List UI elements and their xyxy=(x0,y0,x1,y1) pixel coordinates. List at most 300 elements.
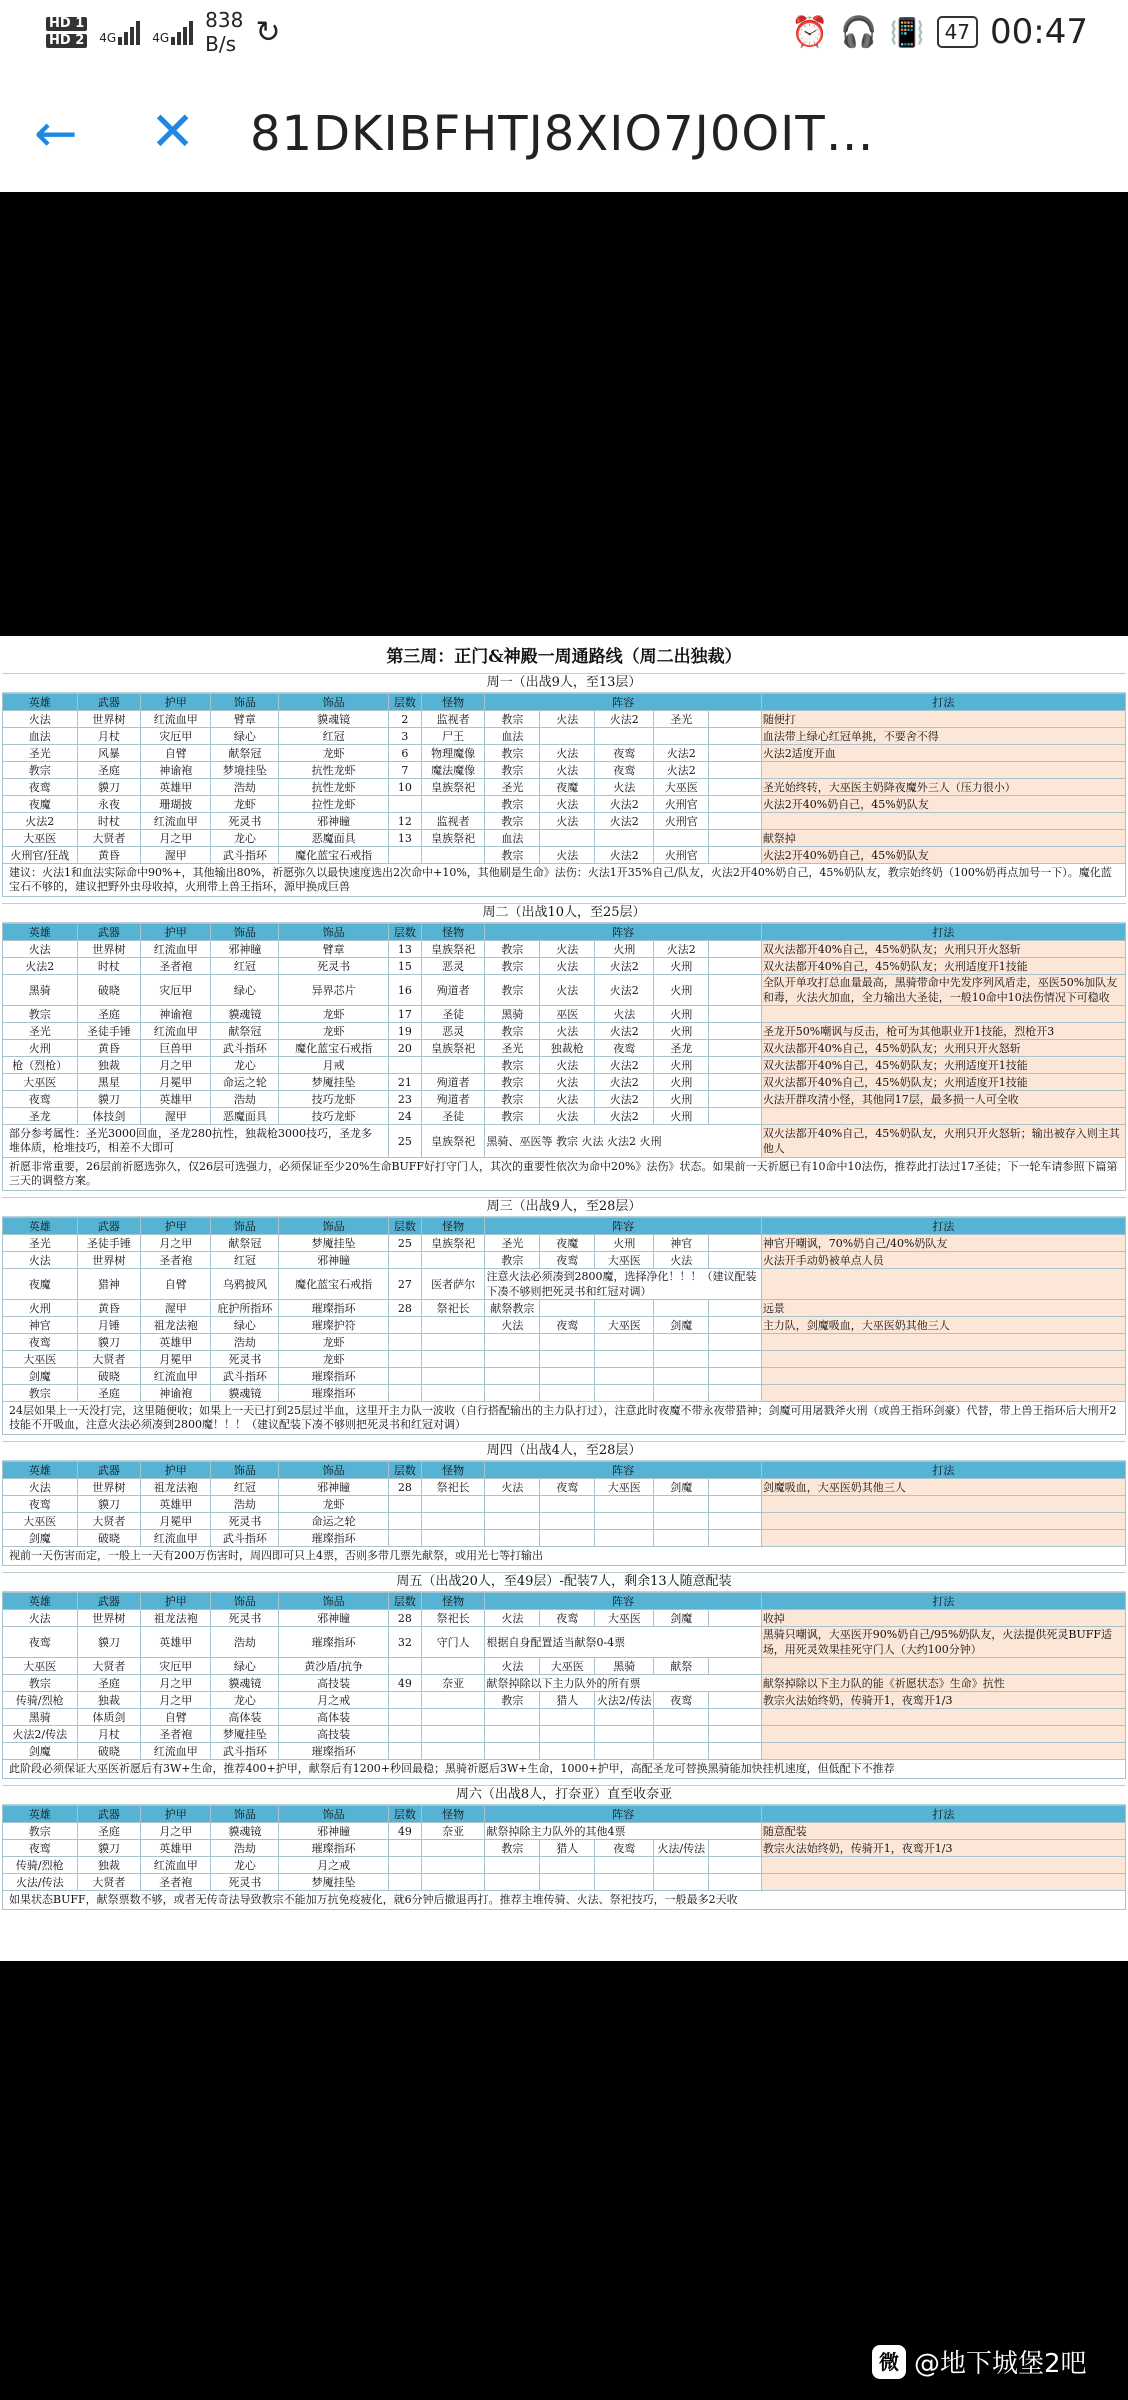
lineup-cell: 夜鸾 xyxy=(540,1317,595,1334)
note-row xyxy=(3,1402,1126,1435)
lineup-cell xyxy=(595,728,654,745)
lineup-cell: 火法 xyxy=(540,958,595,975)
hero-cell: 璀璨护符 xyxy=(279,1317,389,1334)
empty-cell xyxy=(709,1385,762,1402)
hero-cell: 教宗 xyxy=(3,1675,78,1692)
empty-cell xyxy=(388,1385,421,1402)
hero-cell: 黄沙盾/抗争 xyxy=(279,1658,389,1675)
hero-cell: 祖龙法袍 xyxy=(141,1317,211,1334)
tactic-cell xyxy=(761,1709,1125,1726)
signal-1 xyxy=(99,19,140,45)
hero-cell: 貘刀 xyxy=(77,779,141,796)
g1-label: 4G xyxy=(99,31,117,45)
lineup-cell: 火法2 xyxy=(595,1091,654,1108)
monster-cell: 恶灵 xyxy=(421,1023,485,1040)
table-row xyxy=(3,1385,1126,1402)
monster-cell: 皇族祭祀 xyxy=(421,830,485,847)
hero-cell: 圣庭 xyxy=(77,762,141,779)
hero-cell: 死灵书 xyxy=(211,1351,279,1368)
empty-cell xyxy=(485,1743,540,1760)
column-header: 怪物 xyxy=(421,694,485,711)
floor-cell: 2 xyxy=(388,711,421,728)
hero-cell: 剑魔 xyxy=(3,1743,78,1760)
floor-cell: 16 xyxy=(388,975,421,1006)
hero-cell: 大贤者 xyxy=(77,1658,141,1675)
hero-cell: 武斗指环 xyxy=(211,1040,279,1057)
column-header: 护甲 xyxy=(141,1593,211,1610)
hero-cell: 破晓 xyxy=(77,1743,141,1760)
plan-table xyxy=(2,923,1126,1191)
hero-cell: 大贤者 xyxy=(77,1351,141,1368)
empty-cell xyxy=(709,1874,762,1891)
tactic-cell xyxy=(761,1108,1125,1125)
monster-cell: 圣徒 xyxy=(421,1006,485,1023)
hero-cell: 英雄甲 xyxy=(141,1091,211,1108)
hero-cell: 月冕甲 xyxy=(141,1074,211,1091)
lineup-cell xyxy=(654,1300,709,1317)
hero-cell: 圣龙 xyxy=(3,1108,78,1125)
empty-cell xyxy=(421,1513,485,1530)
lineup-cell xyxy=(709,1610,762,1627)
table-row xyxy=(3,711,1126,728)
column-header: 打法 xyxy=(761,1218,1125,1235)
table-row xyxy=(3,941,1126,958)
empty-cell xyxy=(540,1709,595,1726)
signal-2 xyxy=(152,19,193,45)
hero-cell: 教宗 xyxy=(3,1385,78,1402)
lineup-cell: 火刑 xyxy=(654,1023,709,1040)
lineup-cell: 火刑官 xyxy=(654,813,709,830)
column-header: 怪物 xyxy=(421,1218,485,1235)
hero-cell: 火法 xyxy=(3,1479,78,1496)
empty-cell xyxy=(540,1857,595,1874)
hero-cell: 技巧龙虾 xyxy=(279,1108,389,1125)
back-arrow-icon[interactable]: ← xyxy=(34,104,78,164)
hero-cell: 神官 xyxy=(3,1317,78,1334)
lineup-cell xyxy=(709,1235,762,1252)
floor-cell: 7 xyxy=(388,762,421,779)
lineup-cell: 教宗 xyxy=(485,745,540,762)
empty-cell xyxy=(595,1874,654,1891)
empty-cell xyxy=(595,1530,654,1547)
lineup-cell xyxy=(709,1300,762,1317)
lineup-cell: 教宗 xyxy=(485,1057,540,1074)
hero-cell: 神谕袍 xyxy=(141,1006,211,1023)
column-header: 阵容 xyxy=(485,1806,761,1823)
monster-cell: 恶灵 xyxy=(421,958,485,975)
column-header: 阵容 xyxy=(485,924,761,941)
table-row xyxy=(3,830,1126,847)
lineup-cell: 火法2/传法 xyxy=(595,1692,654,1709)
lineup-cell: 教宗 xyxy=(485,1091,540,1108)
lineup-cell xyxy=(540,1300,595,1317)
hero-cell: 庇护所指环 xyxy=(211,1300,279,1317)
column-header: 层数 xyxy=(388,694,421,711)
table-row xyxy=(3,1317,1126,1334)
hero-cell: 破晓 xyxy=(77,975,141,1006)
hero-cell: 红流血甲 xyxy=(141,1857,211,1874)
tactic-cell: 血法带上绿心红冠单挑，不要舍不得 xyxy=(761,728,1125,745)
hero-cell: 独裁 xyxy=(77,1057,141,1074)
tactic-cell: 火法2开40%奶自己，45%奶队友 xyxy=(761,796,1125,813)
empty-cell xyxy=(485,1709,540,1726)
lineup-cell: 教宗 xyxy=(485,1840,540,1857)
empty-cell xyxy=(654,1709,709,1726)
lineup-cell xyxy=(709,958,762,975)
hero-cell: 梦境挂坠 xyxy=(211,762,279,779)
hero-cell: 浩劫 xyxy=(211,1091,279,1108)
hero-cell: 独裁 xyxy=(77,1857,141,1874)
day-note: 此阶段必须保证大巫医祈愿后有3W+生命，推荐400+护甲，献祭后有1200+秒回最稳；黑骑祈愿后3W+生命，1000+护甲，高配圣龙可替换黑骑能加快挂机速度，但低配下不推荐 xyxy=(3,1760,1126,1779)
table-row xyxy=(3,1040,1126,1057)
lineup-cell: 神官 xyxy=(654,1235,709,1252)
hd1-badge: HD 1 xyxy=(46,17,87,31)
hero-cell: 夜鸾 xyxy=(3,1496,78,1513)
hero-cell: 貘魂镜 xyxy=(211,1675,279,1692)
lineup-cell: 火刑 xyxy=(654,975,709,1006)
lineup-cell: 火法 xyxy=(540,1108,595,1125)
lineup-cell: 圣龙 xyxy=(654,1040,709,1057)
lineup-cell: 大巫医 xyxy=(595,1479,654,1496)
lineup-cell: 献祭掉除以下主力队外的所有票 xyxy=(485,1675,761,1692)
column-header: 阵容 xyxy=(485,1218,761,1235)
hero-cell: 自臂 xyxy=(141,1269,211,1300)
lineup-cell: 猎人 xyxy=(540,1692,595,1709)
lineup-cell: 火法 xyxy=(540,1074,595,1091)
table-row xyxy=(3,1709,1126,1726)
hero-cell: 死灵书 xyxy=(279,958,389,975)
lineup-cell xyxy=(595,1300,654,1317)
lineup-cell: 火法 xyxy=(540,813,595,830)
lineup-cell: 火法2 xyxy=(654,745,709,762)
floor-cell: 28 xyxy=(388,1300,421,1317)
hero-cell: 龙虾 xyxy=(279,1006,389,1023)
table-row xyxy=(3,779,1126,796)
hero-cell: 月之戒 xyxy=(279,1857,389,1874)
day-sections xyxy=(2,673,1126,1910)
column-header: 饰品 xyxy=(279,1593,389,1610)
hero-cell: 梦魇挂坠 xyxy=(279,1874,389,1891)
empty-cell xyxy=(709,1334,762,1351)
hero-cell: 抗性龙虾 xyxy=(279,779,389,796)
empty-cell xyxy=(421,1857,485,1874)
column-header: 饰品 xyxy=(211,1462,279,1479)
tactic-cell: 教宗火法始终奶，传骑开1，夜鸾开1/3 xyxy=(761,1840,1125,1857)
network-speed-value: 838 xyxy=(205,8,244,32)
hero-cell: 破晓 xyxy=(77,1530,141,1547)
floor-cell: 3 xyxy=(388,728,421,745)
hero-cell: 璀璨指环 xyxy=(279,1840,389,1857)
network-speed-unit: B/s xyxy=(205,32,237,56)
hero-cell: 龙虾 xyxy=(211,796,279,813)
empty-cell xyxy=(540,1530,595,1547)
floor-cell: 15 xyxy=(388,958,421,975)
hero-cell: 月之甲 xyxy=(141,1675,211,1692)
g2-label: 4G xyxy=(152,31,170,45)
table-row xyxy=(3,1823,1126,1840)
attribute-note: 部分参考属性：圣光3000回血，圣龙280抗性，独裁枪3000技巧，圣龙多堆体质，枪堆技巧，相差不大即可 xyxy=(3,1125,389,1158)
hero-cell: 魔化蓝宝石戒指 xyxy=(279,1040,389,1057)
hero-cell: 英雄甲 xyxy=(141,1496,211,1513)
hero-cell: 恶魔面具 xyxy=(211,1108,279,1125)
day-title: 周四（出战4人，至28层） xyxy=(2,1441,1126,1461)
empty-cell xyxy=(709,1743,762,1760)
table-row xyxy=(3,1840,1126,1857)
tactic-cell xyxy=(761,1530,1125,1547)
floor-cell: 25 xyxy=(388,1125,421,1158)
lineup-cell: 教宗 xyxy=(485,762,540,779)
lineup-cell: 剑魔 xyxy=(654,1610,709,1627)
tactic-cell: 全队开单攻打总血量最高，黑骑带命中先发序列风盾走，巫医50%加队友和毒，火法火加血，全力输出大圣徒，一般10命中10法伤情况下可稳收 xyxy=(761,975,1125,1006)
table-row xyxy=(3,1857,1126,1874)
empty-cell xyxy=(709,1857,762,1874)
column-header: 阵容 xyxy=(485,1462,761,1479)
empty-cell xyxy=(421,1334,485,1351)
hero-cell: 红冠 xyxy=(211,1252,279,1269)
lineup-cell: 教宗 xyxy=(485,1108,540,1125)
hero-cell: 月戒 xyxy=(279,1057,389,1074)
tactic-cell: 随意配装 xyxy=(761,1823,1125,1840)
table-row xyxy=(3,1692,1126,1709)
empty-cell xyxy=(421,1874,485,1891)
empty-cell xyxy=(540,1726,595,1743)
column-header: 饰品 xyxy=(211,1806,279,1823)
hero-cell: 夜鸾 xyxy=(3,1627,78,1658)
hero-cell: 火法2/传法 xyxy=(3,1726,78,1743)
lineup-cell: 夜鸾 xyxy=(654,1692,709,1709)
lineup-cell xyxy=(709,796,762,813)
lineup-cell: 圣光 xyxy=(485,1235,540,1252)
column-header: 怪物 xyxy=(421,1806,485,1823)
empty-cell xyxy=(421,1530,485,1547)
column-header: 阵容 xyxy=(485,1593,761,1610)
column-header: 饰品 xyxy=(211,1218,279,1235)
empty-cell xyxy=(709,1368,762,1385)
hero-cell: 月锤 xyxy=(77,1317,141,1334)
tactic-cell: 火法开手动奶被单点人员 xyxy=(761,1252,1125,1269)
hero-cell: 武斗指环 xyxy=(211,1530,279,1547)
column-header: 武器 xyxy=(77,1806,141,1823)
hero-cell: 红流血甲 xyxy=(141,711,211,728)
hero-cell: 梦魇挂坠 xyxy=(279,1074,389,1091)
signal-icon xyxy=(171,19,193,45)
lineup-cell: 火刑 xyxy=(654,1057,709,1074)
lineup-cell: 火刑官 xyxy=(654,847,709,864)
tactic-cell: 教宗火法始终奶，传骑开1，夜鸾开1/3 xyxy=(761,1692,1125,1709)
hero-cell: 月之戒 xyxy=(279,1692,389,1709)
hero-cell: 邪神瞳 xyxy=(279,1252,389,1269)
hero-cell: 英雄甲 xyxy=(141,1334,211,1351)
lineup-cell: 夜鸾 xyxy=(595,1040,654,1057)
hero-cell: 邪神瞳 xyxy=(279,1479,389,1496)
table-row xyxy=(3,1091,1126,1108)
lineup-cell: 火法2 xyxy=(595,1023,654,1040)
tactic-cell: 收掉 xyxy=(761,1610,1125,1627)
table-row xyxy=(3,1351,1126,1368)
empty-cell xyxy=(654,1368,709,1385)
table-row xyxy=(3,1743,1126,1760)
lineup-cell: 火法2 xyxy=(595,1057,654,1074)
hero-cell: 灾厄甲 xyxy=(141,975,211,1006)
lineup-cell: 火刑 xyxy=(654,1091,709,1108)
hero-cell: 大巫医 xyxy=(3,1351,78,1368)
lineup-cell: 教宗 xyxy=(485,1023,540,1040)
hero-cell: 貘魂镜 xyxy=(211,1385,279,1402)
empty-cell xyxy=(421,1385,485,1402)
empty-cell xyxy=(388,1743,421,1760)
hero-cell: 红流血甲 xyxy=(141,813,211,830)
tactic-cell xyxy=(761,1874,1125,1891)
column-header: 饰品 xyxy=(279,924,389,941)
floor-cell: 12 xyxy=(388,813,421,830)
document-title: 第三周：正门&神殿一周通路线（周二出独裁） xyxy=(386,647,742,667)
hero-cell: 圣光 xyxy=(3,1235,78,1252)
watermark xyxy=(872,2343,1087,2380)
hero-cell: 魔化蓝宝石戒指 xyxy=(279,1269,389,1300)
monster-cell: 祭祀长 xyxy=(421,1610,485,1627)
monster-cell: 监视者 xyxy=(421,711,485,728)
column-header: 打法 xyxy=(761,1806,1125,1823)
hero-cell: 龙虾 xyxy=(279,745,389,762)
empty-cell xyxy=(421,1351,485,1368)
lineup-cell: 火刑 xyxy=(654,1108,709,1125)
empty-cell xyxy=(540,1351,595,1368)
hero-cell: 貘魂镜 xyxy=(211,1006,279,1023)
signal-icon xyxy=(118,19,140,45)
hero-cell: 猎神 xyxy=(77,1269,141,1300)
column-header: 怪物 xyxy=(421,924,485,941)
hero-cell: 世界树 xyxy=(77,1479,141,1496)
table-row xyxy=(3,762,1126,779)
lineup-cell: 火法2 xyxy=(595,796,654,813)
hero-cell: 夜鸾 xyxy=(3,779,78,796)
hero-cell: 大巫医 xyxy=(3,830,78,847)
floor-cell: 49 xyxy=(388,1823,421,1840)
table-row xyxy=(3,1874,1126,1891)
hero-cell: 圣者袍 xyxy=(141,1726,211,1743)
hero-cell: 月杖 xyxy=(77,1726,141,1743)
monster-cell: 医者萨尔 xyxy=(421,1269,485,1300)
hero-cell: 红冠 xyxy=(279,728,389,745)
lineup-cell: 教宗 xyxy=(485,796,540,813)
hero-cell: 圣庭 xyxy=(77,1675,141,1692)
lineup-cell: 教宗 xyxy=(485,847,540,864)
lineup-cell: 火法2 xyxy=(595,1108,654,1125)
empty-cell xyxy=(709,1530,762,1547)
hero-cell: 貘魂镜 xyxy=(279,711,389,728)
lineup-cell xyxy=(709,711,762,728)
hero-cell: 武斗指环 xyxy=(211,1368,279,1385)
hero-cell: 高体装 xyxy=(211,1709,279,1726)
table-row xyxy=(3,1023,1126,1040)
floor-cell xyxy=(388,796,421,813)
lineup-cell xyxy=(709,847,762,864)
lineup-cell: 火法 xyxy=(540,1091,595,1108)
lineup-cell: 火法2 xyxy=(595,1074,654,1091)
hero-cell: 技巧龙虾 xyxy=(279,1091,389,1108)
empty-cell xyxy=(388,1513,421,1530)
floor-cell xyxy=(388,1658,421,1675)
hero-cell: 浩劫 xyxy=(211,779,279,796)
lineup-cell: 火法/传法 xyxy=(654,1840,709,1857)
day-note: 祈愿非常重要，26层前祈愿选弥久，仅26层可选强力，必须保证至少20%生命BUFF好打守门人，其次的重要性依次为命中20%》法伤》状态。如果前一天祈愿已有10命中10法伤，推荐此打法过17圣徒；下一轮车请参照下篇第三天的调整方案。 xyxy=(3,1158,1126,1191)
lineup-cell: 火法2 xyxy=(595,847,654,864)
lineup-cell: 剑魔 xyxy=(654,1317,709,1334)
day-title: 周二（出战10人，至25层） xyxy=(2,903,1126,923)
floor-cell: 21 xyxy=(388,1074,421,1091)
table-row xyxy=(3,1479,1126,1496)
lineup-cell xyxy=(709,813,762,830)
hero-cell: 梦魇挂坠 xyxy=(211,1726,279,1743)
hero-cell: 世界树 xyxy=(77,1610,141,1627)
close-icon[interactable]: ✕ xyxy=(150,100,196,163)
column-header: 武器 xyxy=(77,1218,141,1235)
empty-cell xyxy=(654,1351,709,1368)
table-row xyxy=(3,1269,1126,1300)
lineup-cell: 火法 xyxy=(485,1317,540,1334)
table-row xyxy=(3,1252,1126,1269)
table-row xyxy=(3,745,1126,762)
tactic-cell: 火法2开40%奶自己，45%奶队友 xyxy=(761,847,1125,864)
monster-cell: 祭祀长 xyxy=(421,1479,485,1496)
empty-cell xyxy=(485,1513,540,1530)
hero-cell: 血法 xyxy=(3,728,78,745)
lineup-cell xyxy=(709,975,762,1006)
empty-cell xyxy=(654,1530,709,1547)
column-header: 武器 xyxy=(77,1462,141,1479)
column-header: 饰品 xyxy=(279,694,389,711)
hero-cell: 死灵书 xyxy=(211,1513,279,1530)
empty-cell xyxy=(421,1368,485,1385)
hero-cell: 璀璨指环 xyxy=(279,1530,389,1547)
hero-cell: 神谕袍 xyxy=(141,762,211,779)
lineup-cell: 献祭教宗 xyxy=(485,1300,540,1317)
table-row xyxy=(3,1627,1126,1658)
floor-cell: 27 xyxy=(388,1269,421,1300)
column-header: 饰品 xyxy=(279,1806,389,1823)
status-bar xyxy=(0,0,1128,78)
hero-cell: 圣光 xyxy=(3,745,78,762)
day-title: 周六（出战8人，打奈亚）直至收奈亚 xyxy=(2,1785,1126,1805)
day-section xyxy=(2,1441,1126,1566)
floor-cell: 24 xyxy=(388,1108,421,1125)
hero-cell: 月冕甲 xyxy=(141,1513,211,1530)
tactic-cell: 双火法都开40%自己，45%奶队友；火刑只开火怒斩 xyxy=(761,941,1125,958)
tactic-cell: 黑骑只嘲讽，大巫医开90%奶自己/95%奶队友，火法提供死灵BUFF适场，用死灵效果挂死守门人（大约100分钟） xyxy=(761,1627,1125,1658)
hero-cell: 邪神瞳 xyxy=(279,1610,389,1627)
table-row xyxy=(3,1334,1126,1351)
tactic-cell xyxy=(761,1334,1125,1351)
lineup-cell: 火法 xyxy=(485,1658,540,1675)
weibo-logo-icon: 微 xyxy=(872,2345,906,2379)
lineup-cell: 大巫医 xyxy=(595,1252,654,1269)
empty-cell xyxy=(388,1368,421,1385)
table-row xyxy=(3,975,1126,1006)
lineup-cell: 火刑 xyxy=(654,958,709,975)
lineup-cell xyxy=(709,1317,762,1334)
tactic-cell: 献祭掉除以下主力队的能《祈愿状态》生命》抗性 xyxy=(761,1675,1125,1692)
lineup-cell: 注意火法必须凑到2800魔，选择净化！！！（建议配装下凑不够则把死灵书和红冠对调） xyxy=(485,1269,761,1300)
hero-cell: 红冠 xyxy=(211,958,279,975)
table-row xyxy=(3,1513,1126,1530)
plan-table xyxy=(2,1805,1126,1910)
hero-cell: 火法 xyxy=(3,711,78,728)
hero-cell: 夜魔 xyxy=(3,796,78,813)
column-header: 打法 xyxy=(761,924,1125,941)
hero-cell: 异界芯片 xyxy=(279,975,389,1006)
hero-cell: 夜鸾 xyxy=(3,1840,78,1857)
hero-cell: 梦魇挂坠 xyxy=(279,1235,389,1252)
